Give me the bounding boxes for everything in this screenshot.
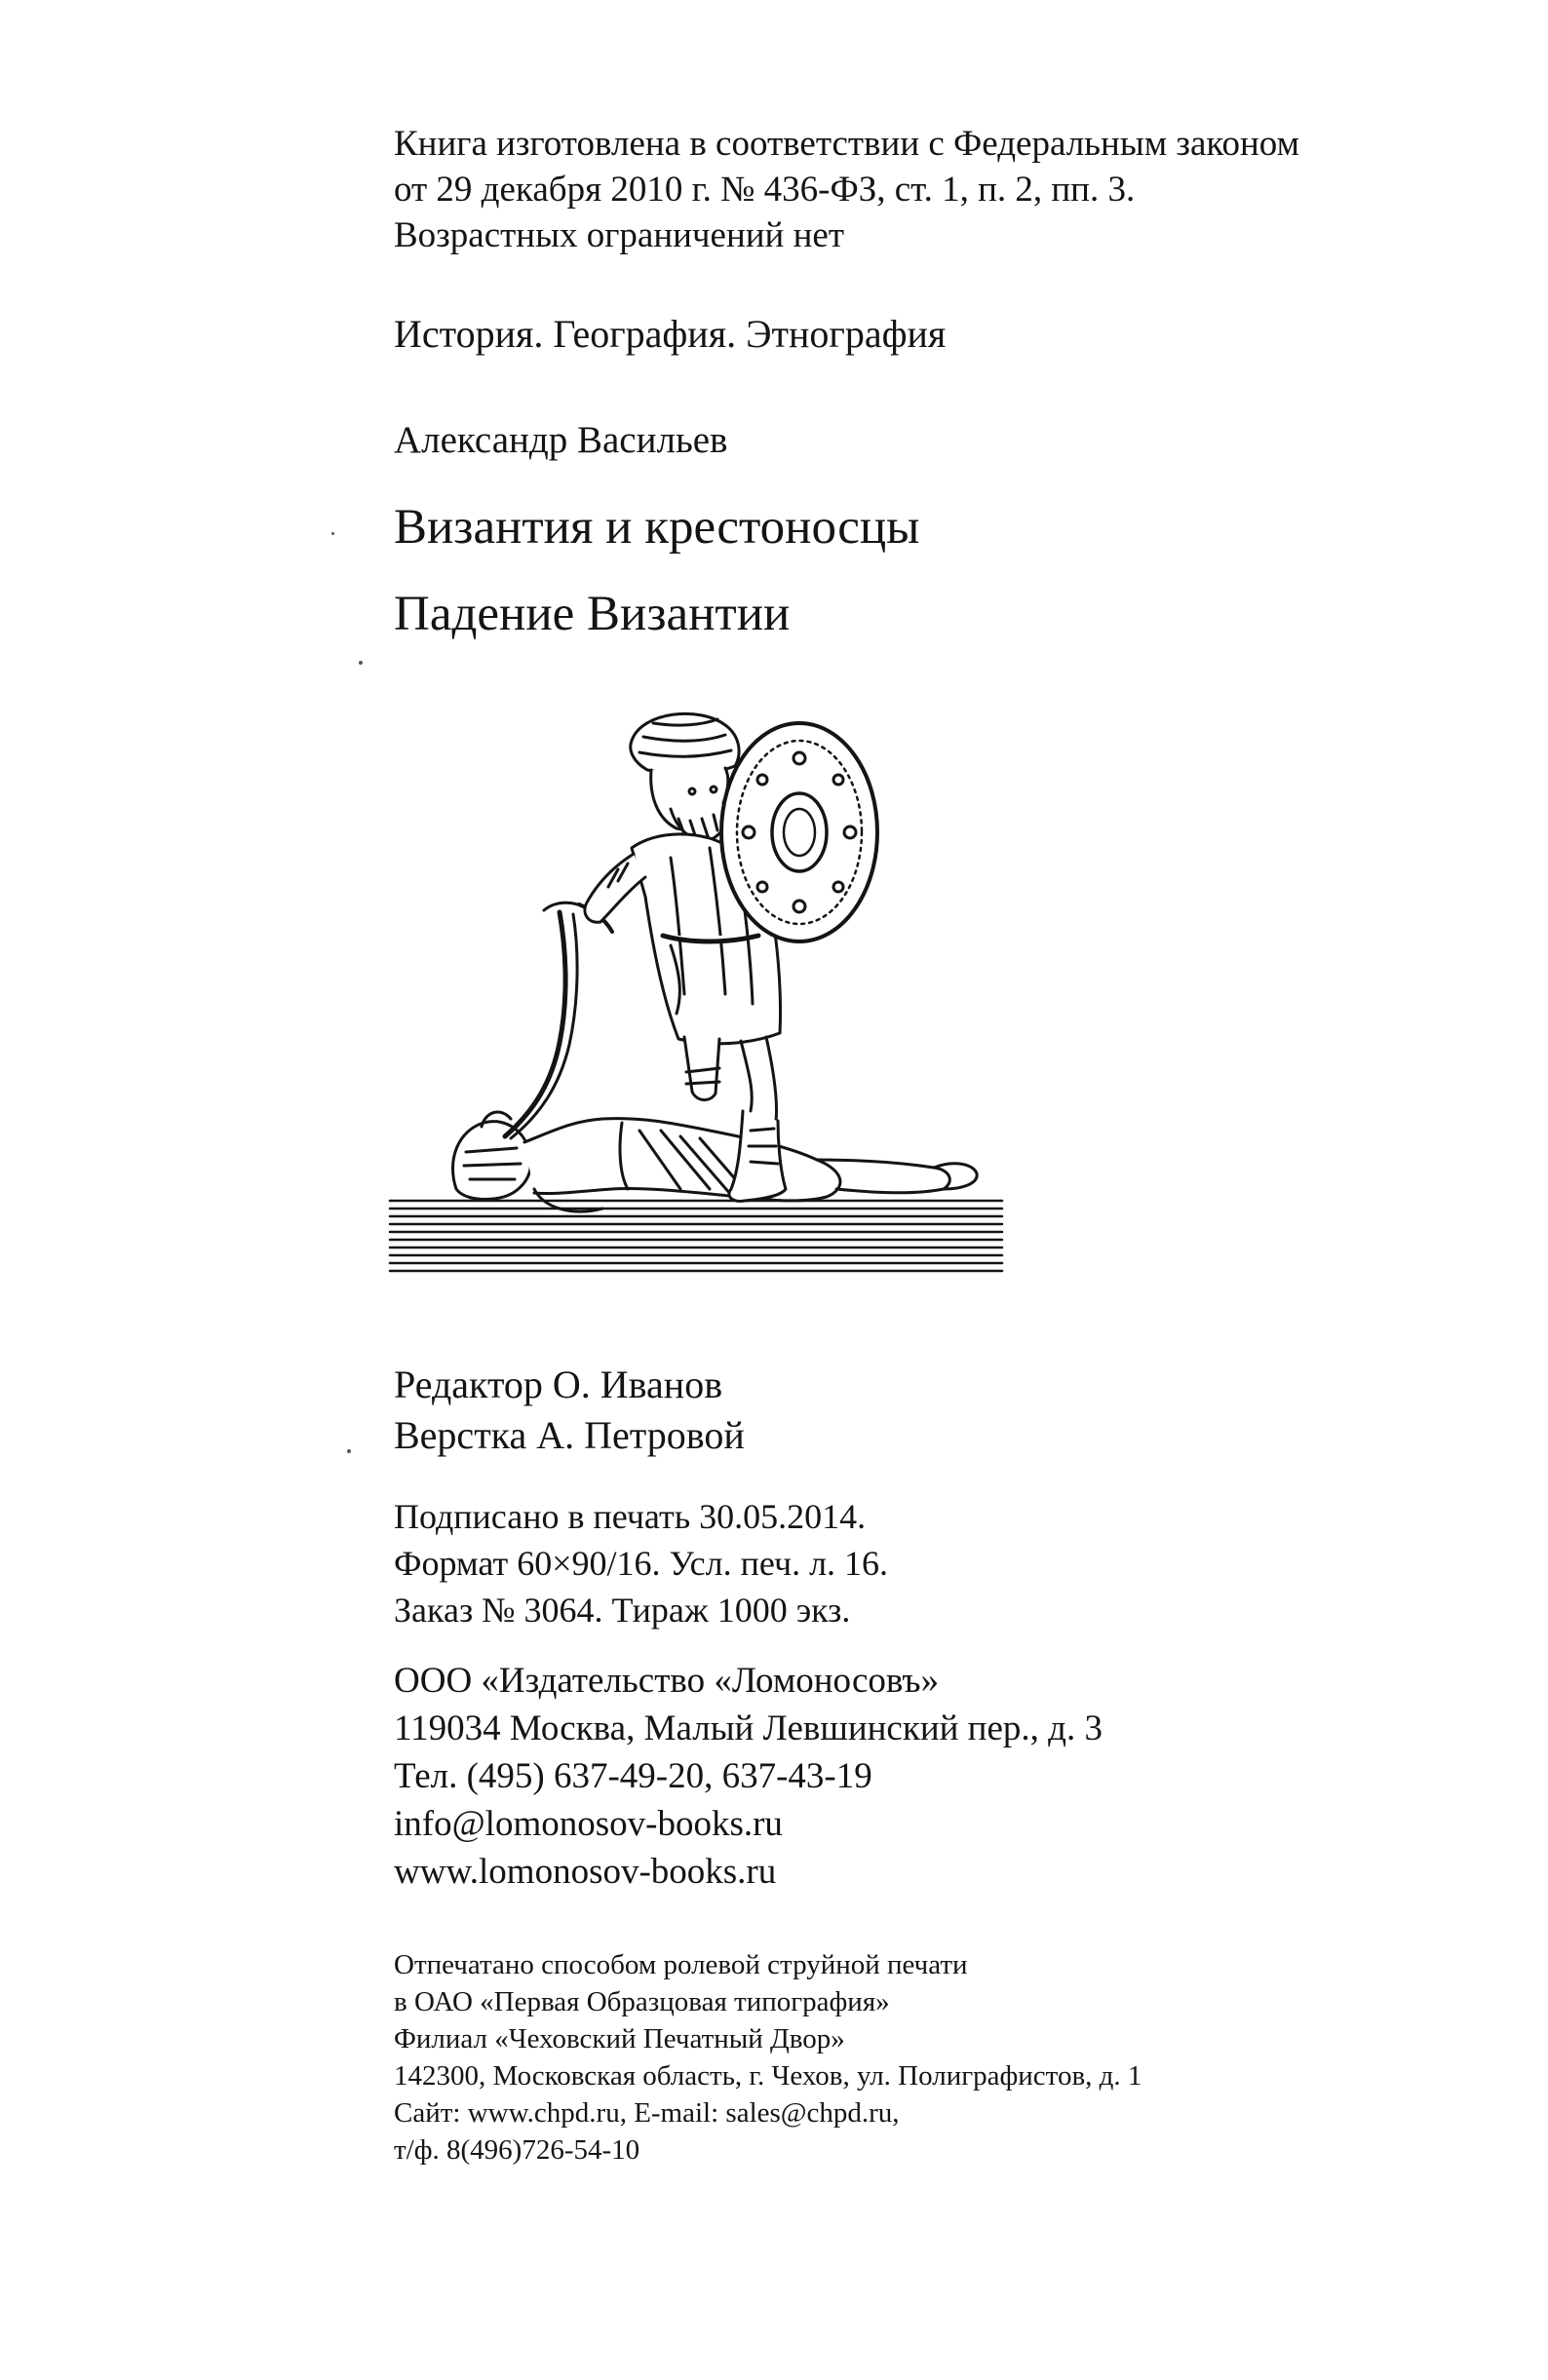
publisher-name: ООО «Издательство «Ломоносовъ» — [394, 1661, 940, 1701]
print-info — [394, 1493, 888, 1633]
print-order-run: Заказ № 3064. Тираж 1000 экз. — [394, 1591, 851, 1630]
publisher-email: info@lomonosov-books.ru — [394, 1804, 783, 1844]
printer-method: Отпечатано способом ролевой струйной печати — [394, 1949, 968, 1980]
print-signed-date: Подписано в печать 30.05.2014. — [394, 1497, 867, 1536]
credits — [394, 1360, 745, 1461]
publisher-info — [394, 1657, 1103, 1896]
fallen-figure — [452, 1112, 977, 1211]
scan-speck — [359, 661, 363, 665]
sword — [505, 902, 612, 1138]
book-title: Византия и крестоносцы — [394, 500, 920, 555]
scan-speck — [331, 532, 334, 535]
printer-company: в ОАО «Первая Образцовая типография» — [394, 1986, 890, 2017]
book-subtitle: Падение Византии — [394, 587, 791, 641]
printer-contacts: Сайт: www.chpd.ru, E-mail: sales@chpd.ru, — [394, 2097, 900, 2129]
publisher-website: www.lomonosov-books.ru — [394, 1852, 777, 1892]
printer-address: 142300, Московская область, г. Чехов, ул. Полиграфистов, д. 1 — [394, 2060, 1142, 2092]
printer-info — [394, 1946, 1142, 2169]
layout-credit: Верстка А. Петровой — [394, 1413, 745, 1457]
scan-speck — [347, 1449, 351, 1453]
book-category: История. География. Этнография — [394, 312, 947, 356]
law-notice-line: от 29 декабря 2010 г. № 436-ФЗ, ст. 1, п. 2, пп. 3. — [394, 170, 1136, 210]
age-restriction-line: Возрастных ограничений нет — [394, 215, 844, 255]
print-format: Формат 60×90/16. Усл. печ. л. 16. — [394, 1544, 889, 1583]
publisher-address: 119034 Москва, Малый Левшинский пер., д. 3 — [394, 1708, 1103, 1748]
editor-credit: Редактор О. Иванов — [394, 1363, 723, 1406]
printer-phone: т/ф. 8(496)726-54-10 — [394, 2134, 640, 2166]
law-notice-line: Книга изготовлена в соответствии с Федеральным законом — [394, 124, 1300, 164]
law-notice — [394, 121, 1299, 258]
warrior-illustration-icon — [388, 702, 1004, 1279]
ground-hatching — [390, 1201, 1002, 1271]
publisher-phone: Тел. (495) 637-49-20, 637-43-19 — [394, 1756, 872, 1796]
author-name: Александр Васильев — [394, 419, 728, 461]
printer-branch: Филиал «Чеховский Печатный Двор» — [394, 2023, 845, 2054]
